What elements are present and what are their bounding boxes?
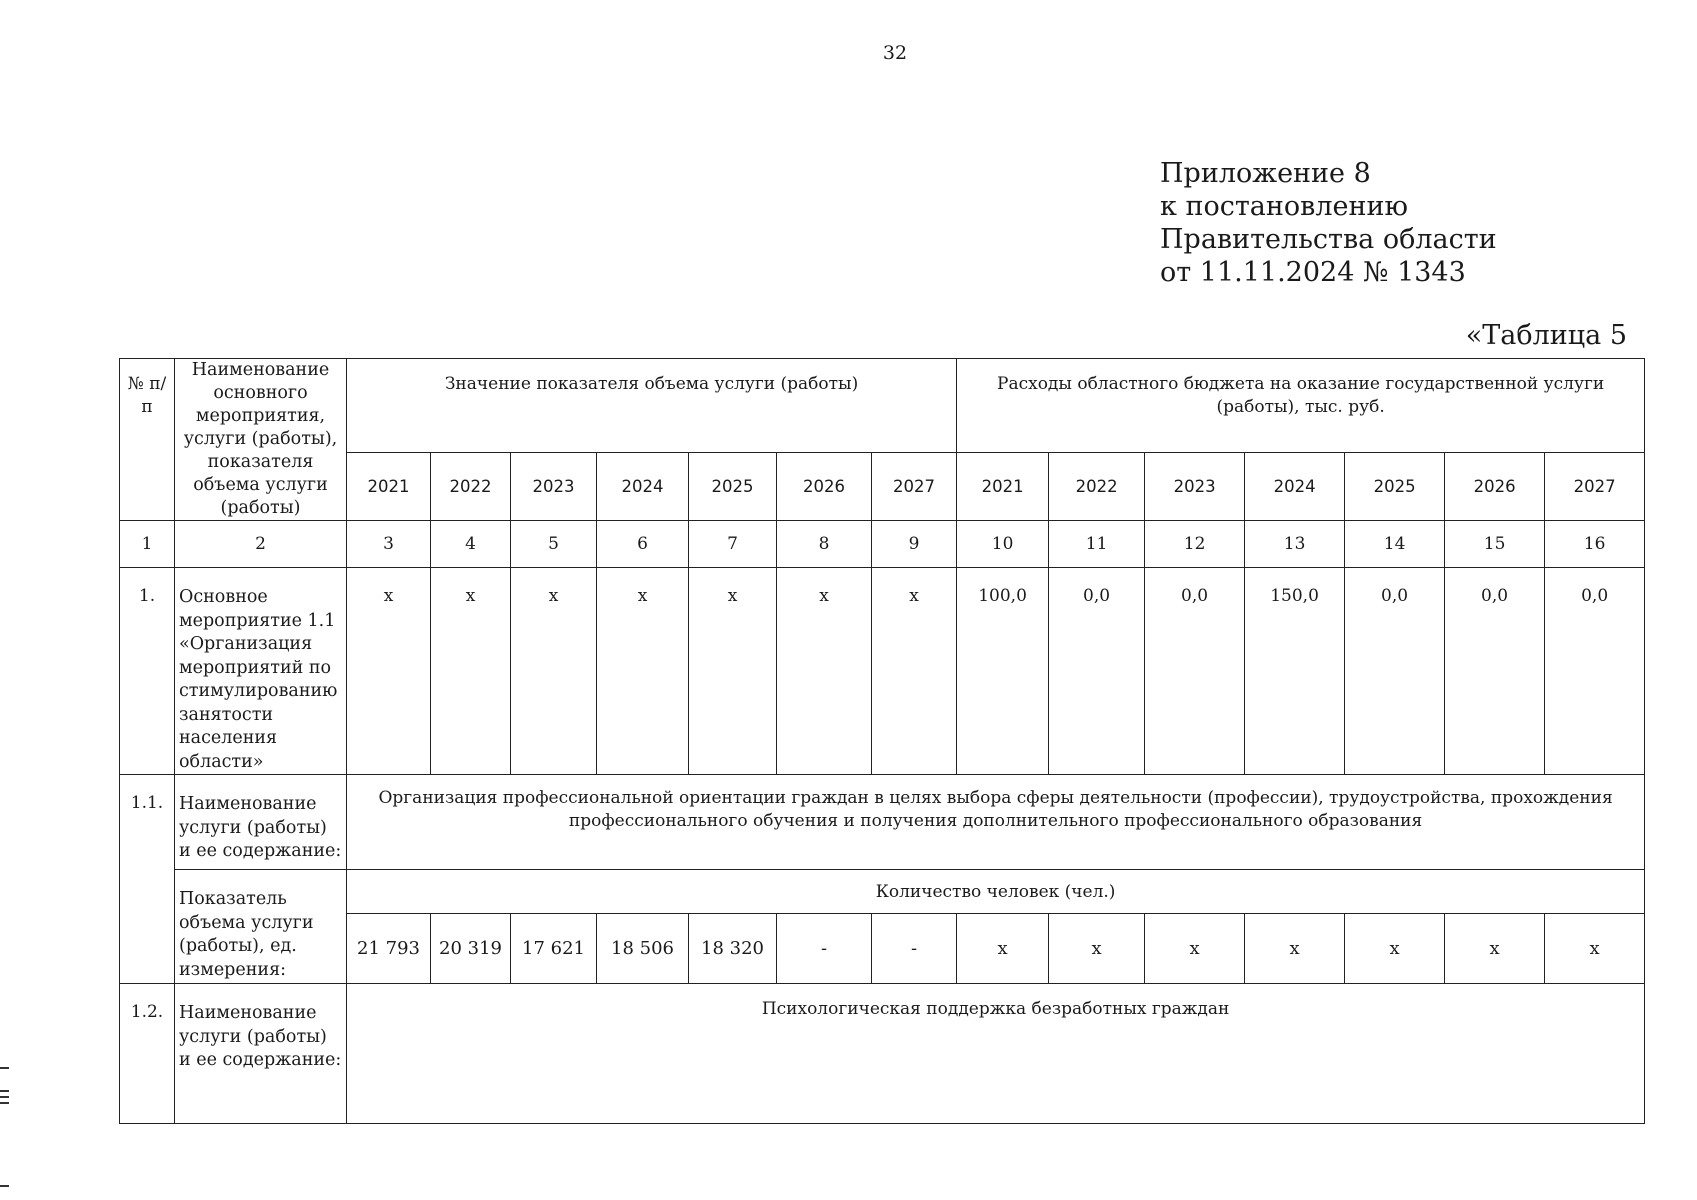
margin-mark	[0, 1185, 9, 1187]
expense-cell: x	[1145, 914, 1245, 984]
header-year: 2021	[957, 452, 1049, 520]
column-number: 10	[957, 521, 1049, 568]
column-number: 16	[1545, 521, 1645, 568]
appendix-line: к постановлению	[1160, 191, 1408, 222]
service-text: Организация профессиональной ориентации граждан в целях выбора сферы деятельности (профессии), трудоустройства, прохождения профессионального обучения и получения дополнительного профессионального образования	[347, 775, 1645, 870]
volume-cell: -	[872, 914, 957, 984]
header-year: 2026	[1445, 452, 1545, 520]
column-number: 2	[175, 521, 347, 568]
margin-mark	[0, 1102, 9, 1104]
data-table	[119, 358, 1645, 1124]
header-year: 2022	[1049, 452, 1145, 520]
column-number: 11	[1049, 521, 1145, 568]
appendix-block	[1160, 157, 1497, 289]
expense-cell: 0,0	[1145, 568, 1245, 775]
table-row	[120, 914, 1645, 984]
volume-cell: x	[347, 568, 431, 775]
column-number: 8	[777, 521, 872, 568]
row-number: 1.1.	[120, 775, 175, 984]
volume-cell: 18 506	[597, 914, 689, 984]
header-year: 2026	[777, 452, 872, 520]
expense-cell: x	[1345, 914, 1445, 984]
expense-cell: x	[1245, 914, 1345, 984]
row-number: 1.2.	[120, 984, 175, 1124]
page-number: 32	[882, 42, 908, 64]
header-expense-group: Расходы областного бюджета на оказание государственной услуги (работы), тыс. руб.	[957, 359, 1645, 453]
header-num: № п/п	[120, 359, 175, 521]
volume-cell: x	[511, 568, 597, 775]
volume-cell: x	[777, 568, 872, 775]
expense-cell: x	[1545, 914, 1645, 984]
table-row	[120, 870, 1645, 914]
margin-mark	[0, 1090, 9, 1092]
header-year: 2027	[1545, 452, 1645, 520]
row-number: 1.	[120, 568, 175, 775]
column-number: 5	[511, 521, 597, 568]
appendix-line: Правительства области	[1160, 224, 1497, 255]
appendix-line: от 11.11.2024 № 1343	[1160, 257, 1466, 288]
expense-cell: 100,0	[957, 568, 1049, 775]
table-row	[120, 775, 1645, 870]
column-number: 13	[1245, 521, 1345, 568]
volume-cell: x	[689, 568, 777, 775]
expense-cell: 0,0	[1345, 568, 1445, 775]
column-number: 4	[431, 521, 511, 568]
expense-cell: x	[957, 914, 1049, 984]
volume-cell: 20 319	[431, 914, 511, 984]
header-year: 2027	[872, 452, 957, 520]
table-label: «Таблица 5	[1465, 320, 1627, 351]
expense-cell: x	[1445, 914, 1545, 984]
column-number: 15	[1445, 521, 1545, 568]
header-year: 2024	[1245, 452, 1345, 520]
expense-cell: 0,0	[1049, 568, 1145, 775]
header-year: 2021	[347, 452, 431, 520]
column-number: 7	[689, 521, 777, 568]
column-number: 9	[872, 521, 957, 568]
expense-cell: 150,0	[1245, 568, 1345, 775]
expense-cell: 0,0	[1545, 568, 1645, 775]
column-number: 14	[1345, 521, 1445, 568]
table-row	[120, 568, 1645, 775]
table-row	[120, 984, 1645, 1124]
volume-cell: x	[872, 568, 957, 775]
margin-mark	[0, 1096, 9, 1098]
volume-cell: x	[431, 568, 511, 775]
header-volume-group: Значение показателя объема услуги (работы)	[347, 359, 957, 453]
header-year: 2025	[1345, 452, 1445, 520]
column-number: 12	[1145, 521, 1245, 568]
volume-cell: x	[597, 568, 689, 775]
indicator-label: Показатель объема услуги (работы), ед. измерения:	[175, 870, 347, 984]
expense-cell: x	[1049, 914, 1145, 984]
header-year: 2022	[431, 452, 511, 520]
row-name: Основное мероприятие 1.1 «Организация мероприятий по стимулированию занятости населения области»	[175, 568, 347, 775]
indicator-unit: Количество человек (чел.)	[347, 870, 1645, 914]
header-year: 2023	[511, 452, 597, 520]
header-year: 2024	[597, 452, 689, 520]
volume-cell: 18 320	[689, 914, 777, 984]
appendix-line: Приложение 8	[1160, 158, 1371, 189]
service-label: Наименование услуги (работы) и ее содержание:	[175, 775, 347, 870]
header-year: 2025	[689, 452, 777, 520]
column-number: 1	[120, 521, 175, 568]
margin-mark	[0, 1067, 9, 1069]
volume-cell: -	[777, 914, 872, 984]
service-label: Наименование услуги (работы) и ее содержание:	[175, 984, 347, 1124]
volume-cell: 21 793	[347, 914, 431, 984]
service-text: Психологическая поддержка безработных граждан	[347, 984, 1645, 1124]
column-number: 6	[597, 521, 689, 568]
header-year: 2023	[1145, 452, 1245, 520]
volume-cell: 17 621	[511, 914, 597, 984]
header-name: Наименование основного мероприятия, услуги (работы), показателя объема услуги (работы)	[175, 359, 347, 521]
column-number: 3	[347, 521, 431, 568]
expense-cell: 0,0	[1445, 568, 1545, 775]
